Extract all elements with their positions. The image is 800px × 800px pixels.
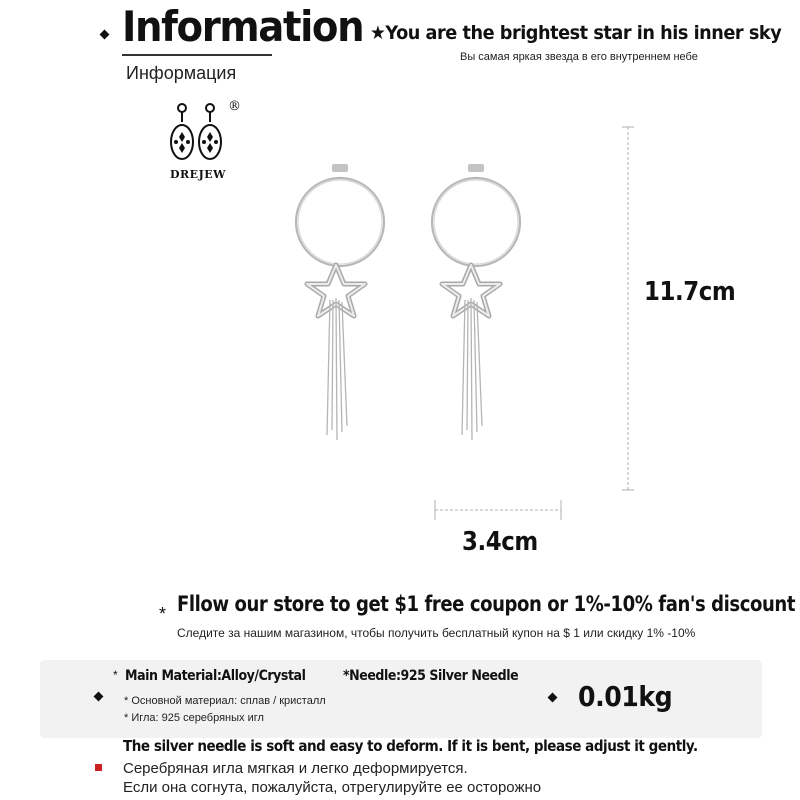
weight-value: 0.01kg bbox=[578, 680, 673, 713]
title-divider bbox=[122, 54, 272, 56]
asterisk-icon: * bbox=[159, 604, 167, 624]
care-note: The silver needle is soft and easy to deform. If it is bent, please adjust it gently. bbox=[123, 737, 698, 755]
page-title: Information bbox=[122, 2, 364, 51]
brand-logo bbox=[170, 96, 248, 186]
slogan-ru: Вы самая яркая звезда в его внутреннем небе bbox=[460, 51, 698, 63]
page-title-ru: Информация bbox=[126, 63, 237, 83]
needle-spec-ru: * Игла: 925 серебряных игл bbox=[124, 712, 264, 724]
material-spec: Main Material:Alloy/Crystal bbox=[125, 668, 306, 684]
red-square-bullet-icon bbox=[95, 764, 102, 771]
asterisk-icon: * bbox=[113, 668, 118, 682]
care-note-ru-line1: Серебряная игла мягкая и легко деформируется. bbox=[123, 760, 468, 777]
slogan: ★You are the brightest star in his inner sky bbox=[370, 22, 782, 44]
care-note-ru-line2: Если она согнута, пожалуйста, отрегулируйте ее осторожно bbox=[123, 779, 542, 796]
height-dimension-line bbox=[618, 126, 638, 491]
registered-mark: ® bbox=[228, 99, 241, 114]
product-image bbox=[270, 150, 530, 450]
earring-logo-icon bbox=[170, 96, 248, 186]
brand-name: DREJEW bbox=[170, 168, 227, 181]
width-dimension-line bbox=[434, 498, 562, 522]
material-spec-ru: * Основной материал: сплав / кристалл bbox=[124, 695, 326, 707]
needle-spec: *Needle:925 Silver Needle bbox=[343, 668, 519, 684]
follow-promo-ru: Следите за нашим магазином, чтобы получить бесплатный купон на $ 1 или скидку 1% -10% bbox=[177, 626, 696, 640]
width-label: 3.4cm bbox=[462, 527, 538, 557]
diamond-bullet-icon bbox=[100, 30, 110, 40]
follow-promo: Fllow our store to get $1 free coupon or 1%-10% fan's discount bbox=[177, 592, 796, 616]
height-label: 11.7cm bbox=[644, 277, 736, 307]
